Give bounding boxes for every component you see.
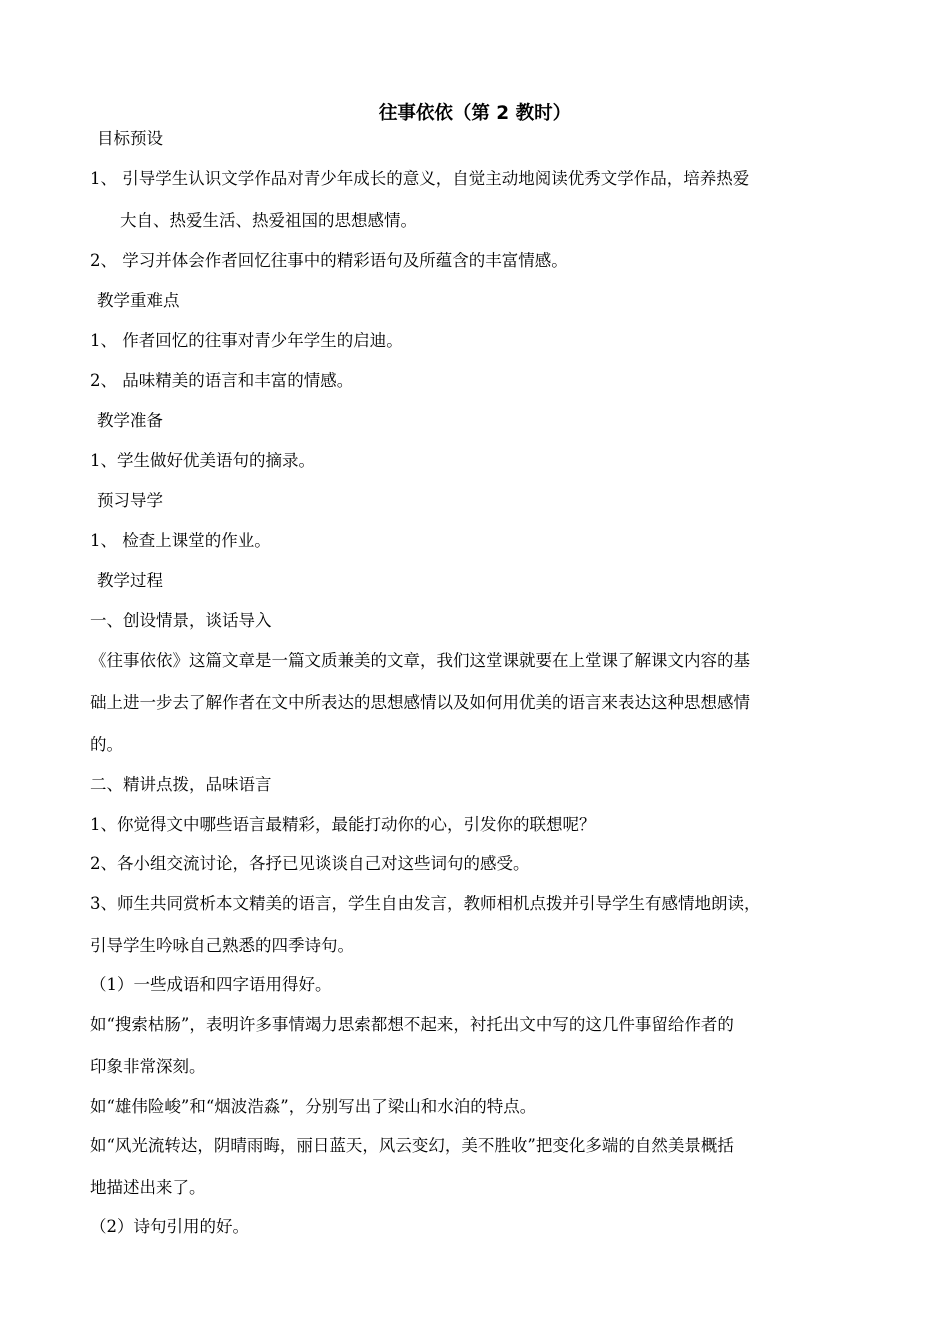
paragraph-line: 2、各小组交流讨论，各抒已见谈谈自己对这些词句的感受。 <box>90 854 530 873</box>
section-heading: 二、精讲点拨，品味语言 <box>90 775 272 794</box>
section-heading: 一、创设情景，谈话导入 <box>90 611 272 630</box>
paragraph-line: 的。 <box>90 735 123 754</box>
heading-preview: 预习导学 <box>97 491 163 510</box>
paragraph-line: 如“雄伟险峻”和“烟波浩淼”，分别写出了梁山和水泊的特点。 <box>90 1097 537 1116</box>
paragraph-line: 2、 品味精美的语言和丰富的情感。 <box>90 371 354 390</box>
subsection-heading: （1）一些成语和四字语用得好。 <box>90 975 332 994</box>
paragraph-line: 础上进一步去了解作者在文中所表达的思想感情以及如何用优美的语言来表达这种思想感情 <box>90 693 750 712</box>
paragraph-line: 引导学生吟咏自己熟悉的四季诗句。 <box>90 936 354 955</box>
heading-goals: 目标预设 <box>97 129 163 148</box>
paragraph-line: 1、你觉得文中哪些语言最精彩，最能打动你的心，引发你的联想呢？ <box>90 815 596 834</box>
heading-process: 教学过程 <box>97 571 163 590</box>
paragraph-line: 2、 学习并体会作者回忆往事中的精彩语句及所蕴含的丰富情感。 <box>90 251 568 270</box>
paragraph-line: 大自、热爱生活、热爱祖国的思想感情。 <box>120 211 417 230</box>
heading-preparation: 教学准备 <box>97 411 163 430</box>
paragraph-line: 地描述出来了。 <box>90 1178 206 1197</box>
paragraph-line: 如“搜索枯肠”，表明许多事情竭力思索都想不起来，衬托出文中写的这几件事留给作者的 <box>90 1015 734 1034</box>
document-title: 往事依依（第 2 教时） <box>378 103 572 124</box>
paragraph-line: 印象非常深刻。 <box>90 1057 206 1076</box>
subsection-heading: （2）诗句引用的好。 <box>90 1217 249 1236</box>
paragraph-line: 《往事依依》这篇文章是一篇文质兼美的文章，我们这堂课就要在上堂课了解课文内容的基 <box>90 651 750 670</box>
heading-key-points: 教学重难点 <box>97 291 180 310</box>
paragraph-line: 1、 作者回忆的往事对青少年学生的启迪。 <box>90 331 403 350</box>
paragraph-line: 如“风光流转达，阴晴雨晦，丽日蓝天，风云变幻，美不胜收”把变化多端的自然美景概括 <box>90 1136 734 1155</box>
paragraph-line: 1、 引导学生认识文学作品对青少年成长的意义，自觉主动地阅读优秀文学作品，培养热爱 <box>90 169 750 188</box>
paragraph-line: 3、师生共同赏析本文精美的语言，学生自由发言，教师相机点拨并引导学生有感情地朗读， <box>90 894 761 913</box>
paragraph-line: 1、 检查上课堂的作业。 <box>90 531 271 550</box>
paragraph-line: 1、学生做好优美语句的摘录。 <box>90 451 315 470</box>
